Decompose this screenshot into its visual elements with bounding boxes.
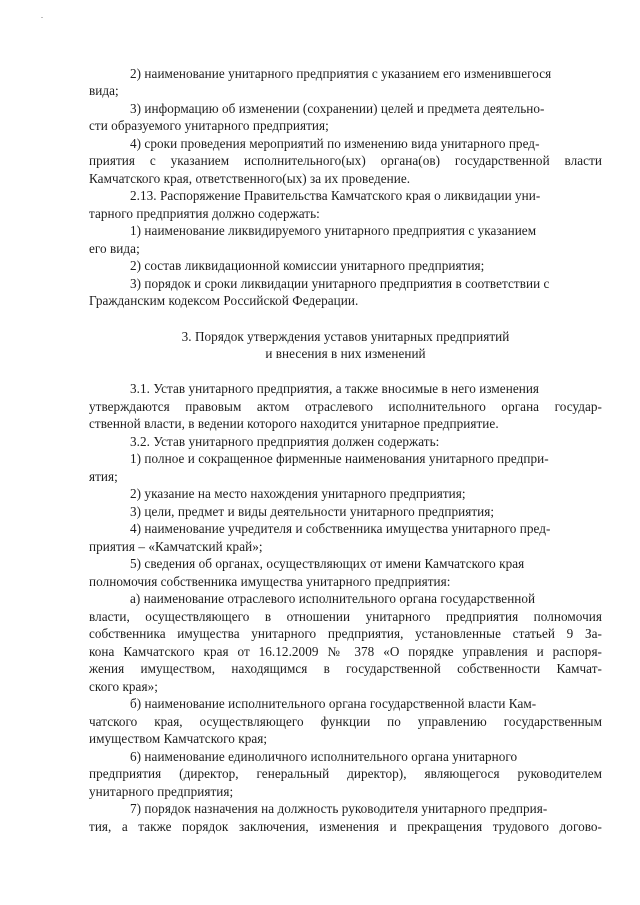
- text-line: унитарного предприятия;: [89, 784, 234, 799]
- text-line: ятия;: [89, 469, 118, 484]
- text-line: утверждаются правовым актом отраслевого исполнительного органа государ-: [89, 399, 602, 414]
- text-line: 3) информацию об изменении (сохранении) целей и предмета деятельно-: [130, 101, 545, 116]
- text-line: собственника имущества унитарного предприятия, установленные статьей 9 За-: [89, 626, 602, 641]
- text-line: 7) порядок назначения на должность руководителя унитарного предприя-: [130, 801, 548, 816]
- text-line: Гражданским кодексом Российской Федерации.: [89, 293, 359, 308]
- text-line: тарного предприятия должно содержать:: [89, 206, 320, 221]
- text-line: 2.13. Распоряжение Правительства Камчатского края о ликвидации уни-: [130, 188, 541, 203]
- text-line: 3) цели, предмет и виды деятельности унитарного предприятия;: [130, 504, 495, 519]
- scan-speck: [41, 17, 43, 18]
- text-line: предприятия (директор, генеральный директор), являющегося руководителем: [89, 766, 602, 781]
- text-line: кона Камчатского края от 16.12.2009 № 378 «О порядке управления и распоря-: [89, 644, 602, 659]
- text-line: Камчатского края, ответственного(ых) за их проведение.: [89, 171, 411, 186]
- text-line: б) наименование исполнительного органа государственной власти Кам-: [130, 696, 537, 711]
- text-line: 4) сроки проведения мероприятий по изменению вида унитарного пред-: [130, 136, 540, 151]
- text-line: ского края»;: [89, 679, 158, 694]
- text-line: 2) наименование унитарного предприятия с указанием его изменившегося: [130, 66, 552, 81]
- section-heading-line: 3. Порядок утверждения уставов унитарных предприятий: [181, 329, 510, 344]
- text-line: 5) сведения об органах, осуществляющих от имени Камчатского края: [130, 556, 525, 571]
- text-line: чатского края, осуществляющего функции по управлению государственным: [89, 714, 602, 729]
- text-line: 2) состав ликвидационной комиссии унитарного предприятия;: [130, 258, 485, 273]
- text-line: приятия с указанием исполнительного(ых) органа(ов) государственной власти: [89, 153, 602, 168]
- text-line: власти, осуществляющего в отношении унитарного предприятия полномочия: [89, 609, 602, 624]
- text-line: 1) наименование ликвидируемого унитарного предприятия с указанием: [130, 223, 537, 238]
- text-line: 3.1. Устав унитарного предприятия, а также вносимые в него изменения: [130, 381, 540, 396]
- text-line: имуществом Камчатского края;: [89, 731, 268, 746]
- text-line: 2) указание на место нахождения унитарного предприятия;: [130, 486, 466, 501]
- text-line: 3.2. Устав унитарного предприятия должен содержать:: [130, 434, 440, 449]
- text-line: сти образуемого унитарного предприятия;: [89, 118, 329, 133]
- text-line: ственной власти, в ведении которого находится унитарное предприятие.: [89, 416, 499, 431]
- text-line: 4) наименование учредителя и собственника имущества унитарного пред-: [130, 521, 551, 536]
- text-line: приятия – «Камчатский край»;: [89, 539, 263, 554]
- text-line: полномочия собственника имущества унитарного предприятия:: [89, 574, 451, 589]
- text-line: тия, а также порядок заключения, изменения и прекращения трудового догово-: [89, 819, 602, 834]
- text-line: 1) полное и сокращенное фирменные наименования унитарного предпри-: [130, 451, 549, 466]
- text-line: а) наименование отраслевого исполнительного органа государственной: [130, 591, 536, 606]
- text-line: вида;: [89, 83, 119, 98]
- text-line: 6) наименование единоличного исполнительного органа унитарного: [130, 749, 518, 764]
- text-line: его вида;: [89, 241, 140, 256]
- text-line: жения имуществом, находящимся в государственной собственности Камчат-: [89, 661, 602, 676]
- text-line: 3) порядок и сроки ликвидации унитарного предприятия в соответствии с: [130, 276, 550, 291]
- section-heading-line: и внесения в них изменений: [265, 346, 426, 361]
